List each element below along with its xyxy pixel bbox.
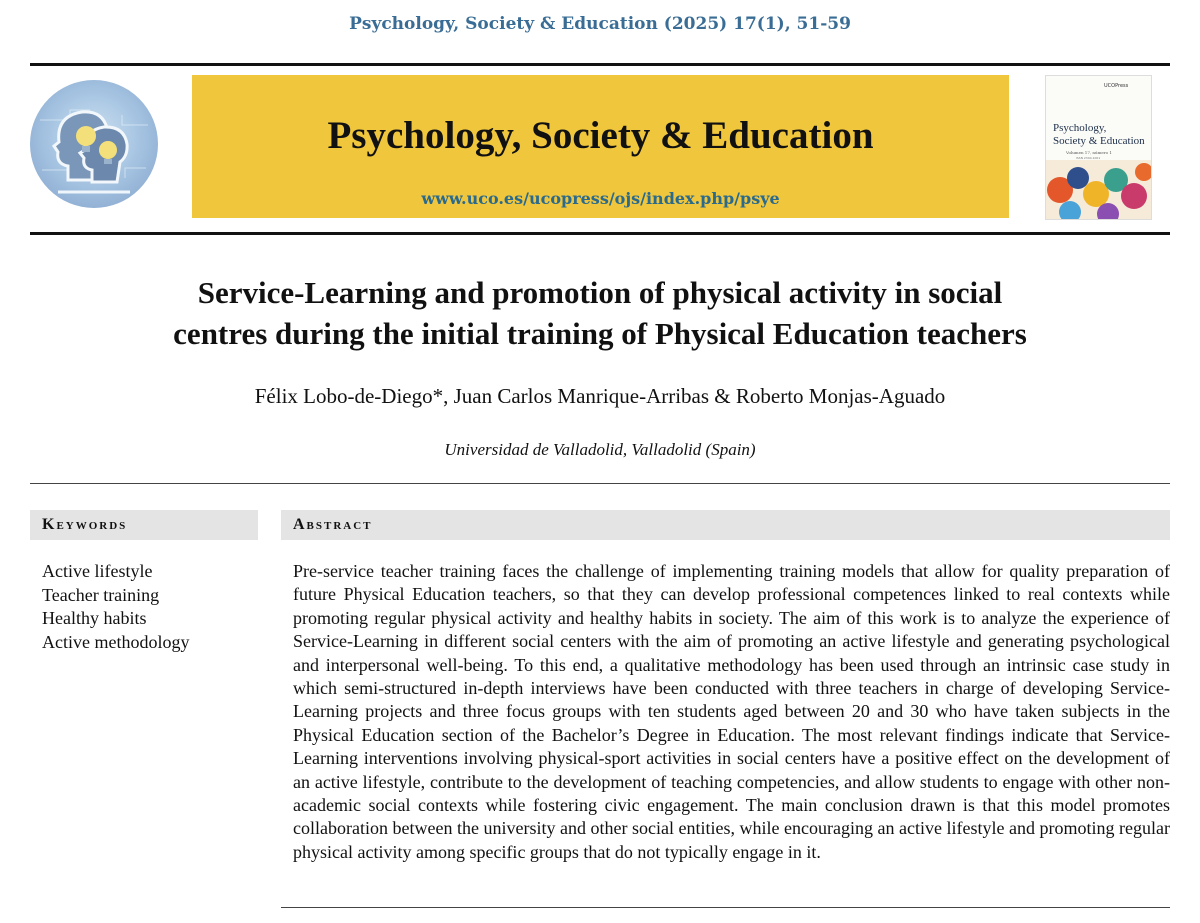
paper-title-line1: Service-Learning and promotion of physical activity in social — [197, 275, 1003, 310]
journal-citation: Psychology, Society & Education (2025) 17(1), 51-59 — [349, 14, 851, 34]
cover-title-line1: Psychology, — [1053, 122, 1107, 134]
cover-title-line2: Society & Education — [1053, 135, 1145, 147]
keyword-item: Healthy habits — [42, 608, 147, 628]
abstract-body: Pre-service teacher training faces the challenge of implementing training models that allow for quality preparation of future Physical Education teachers, so that they can develop professional competences linked to real contexts while promoting regular physical activity and healthy habits in society. The aim of this work is to analyze the experience of Service-Learning in different social centers with the aim of promoting an active lifestyle and generating psychological and interpersonal well-being. To this end, a qualitative methodology has been used through an intrinsic case study in which semi-structured in-depth interviews have been conducted with three teachers in charge of developing Service-Learning projects and three focus groups with ten students aged between 20 and 30 who have taken subjects in the Physical Education section of the Bachelor’s Degree in Education. The most relevant findings indicate that Service-Learning interventions involving physical-sport activities in social centers have a positive effect on the development of an active lifestyle, contribute to the development of teaching competencies, and allow students to engage with other non-academic social contexts while fostering civic engagement. The main conclusion drawn is that this model promotes collaboration between the university and other social entities, while encouraging an active lifestyle and promoting regular physical activity among specific groups that do not typically engage in it. — [293, 561, 1170, 862]
header-bottom-rule — [30, 232, 1170, 235]
keywords-list — [42, 560, 189, 654]
paper-title — [60, 272, 1140, 354]
keyword-item: Teacher training — [42, 584, 160, 605]
cover-title — [1053, 122, 1145, 148]
journal-url-link[interactable]: www.uco.es/ucopress/ojs/index.php/psye — [421, 189, 780, 208]
keywords-header: Keywords — [30, 510, 258, 540]
journal-banner — [192, 75, 1009, 218]
section-divider — [30, 483, 1170, 484]
affiliation: Universidad de Valladolid, Valladolid (Spain) — [444, 440, 756, 459]
author-list: Félix Lobo-de-Diego*, Juan Carlos Manrique-Arribas & Roberto Monjas-Aguado — [254, 384, 946, 408]
heads-logo-icon — [30, 80, 158, 208]
cover-publisher: UCOPress — [1104, 83, 1129, 89]
keyword-item: Active methodology — [42, 631, 190, 652]
cover-volume: Volumen 17, número 1 — [1066, 150, 1112, 155]
journal-logo — [30, 80, 158, 208]
header-top-rule — [30, 63, 1170, 66]
abstract-header: Abstract — [281, 510, 1170, 540]
keyword-item: Active lifestyle — [42, 561, 153, 581]
banner-title: Psychology, Society & Education — [327, 114, 874, 157]
paper-title-line2: centres during the initial training of Physical Education teachers — [173, 316, 1027, 351]
cover-issn: ISSN 2340-1001 — [1076, 156, 1101, 160]
cover-faces-illustration-icon — [1046, 160, 1151, 219]
abstract-bottom-rule — [281, 907, 1170, 908]
journal-cover-thumbnail — [1045, 75, 1152, 220]
